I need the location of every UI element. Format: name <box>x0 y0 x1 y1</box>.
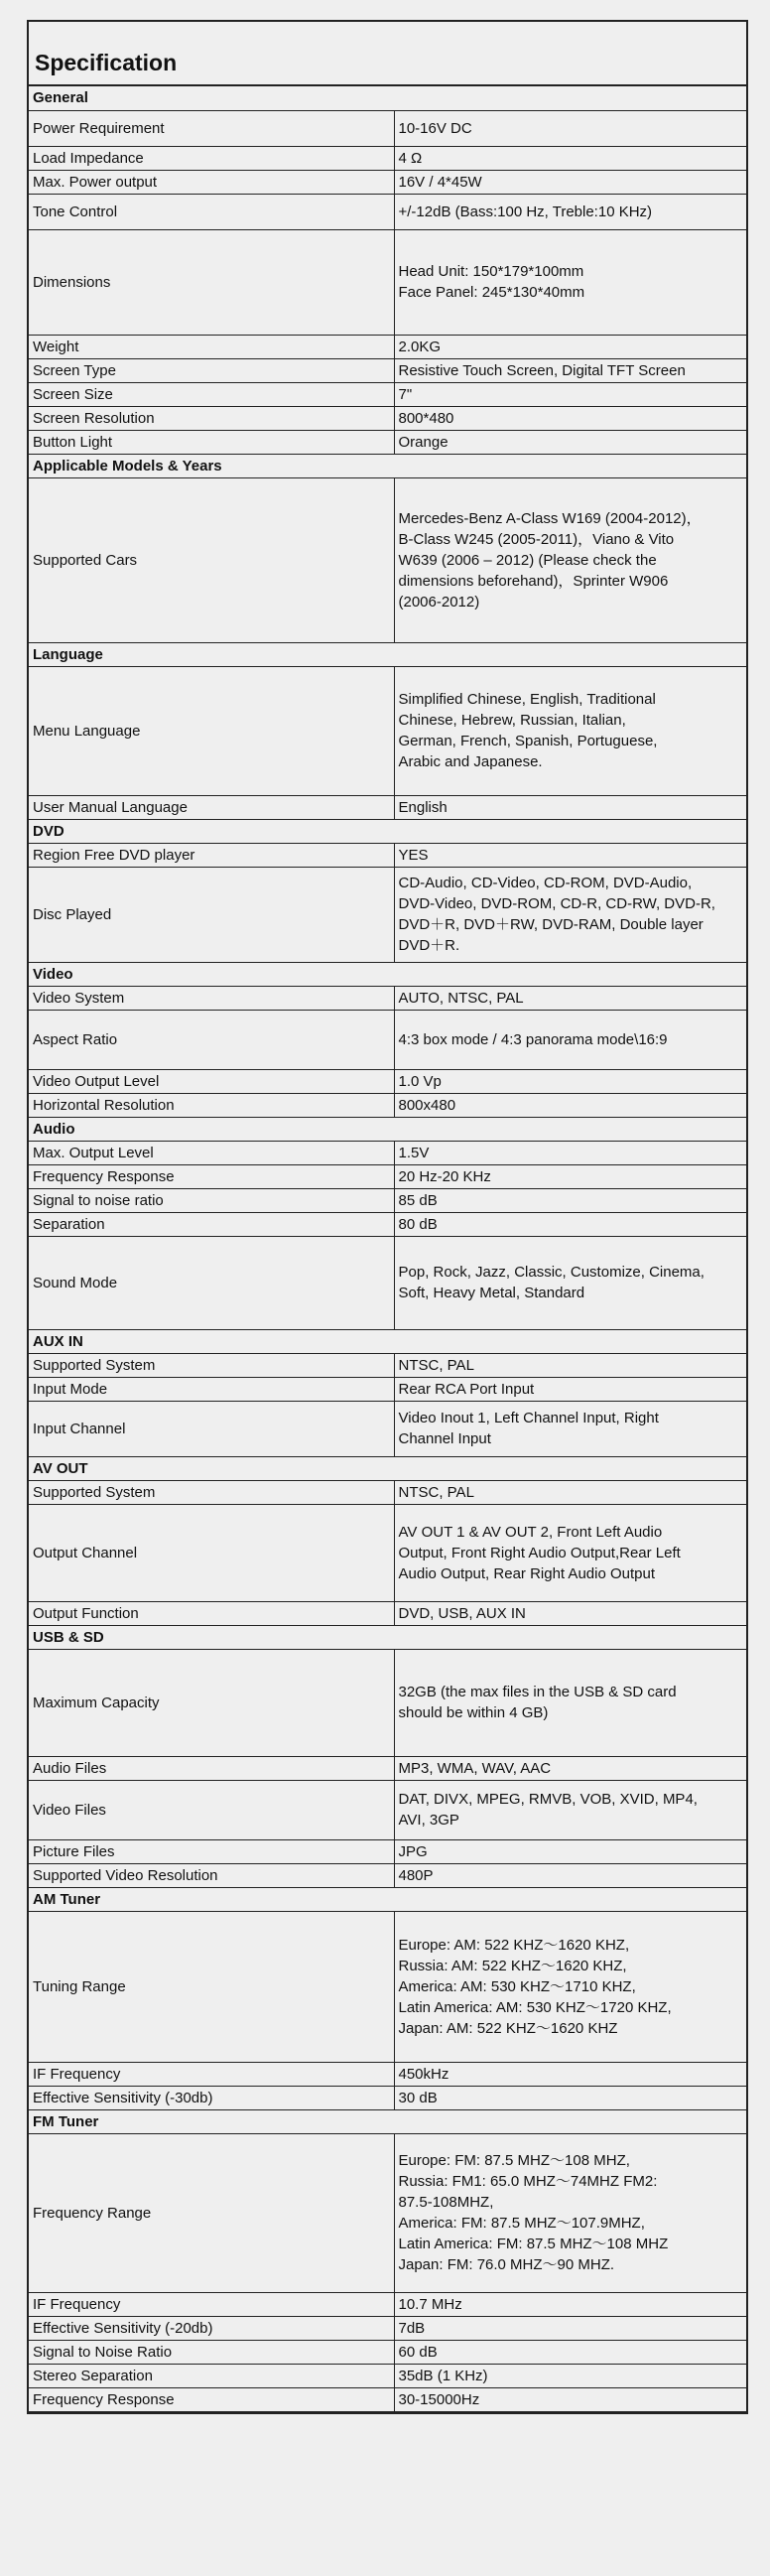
spec-row <box>29 1911 746 2062</box>
spec-row <box>29 1601 746 1625</box>
spec-row <box>29 229 746 335</box>
spec-value: YES <box>394 843 746 867</box>
spec-value: Europe: FM: 87.5 MHZ～108 MHZ, Russia: FM1: 65.0 MHZ～74MHZ FM2: 87.5-108MHZ, America: FM: 87.5 MHZ～107.9MHZ, Latin America: FM: 87.5 MHZ～108 MHZ Japan: FM: 76.0 MHZ～90 MHZ. <box>394 2133 746 2292</box>
spec-label: Horizontal Resolution <box>29 1093 394 1117</box>
spec-value: 35dB (1 KHz) <box>394 2364 746 2387</box>
spec-value: 480P <box>394 1863 746 1887</box>
spec-label: Effective Sensitivity (-30db) <box>29 2086 394 2109</box>
spec-row <box>29 666 746 795</box>
spec-row <box>29 477 746 642</box>
spec-row <box>29 1480 746 1504</box>
spec-value: CD-Audio, CD-Video, CD-ROM, DVD-Audio, DVD-Video, DVD-ROM, CD-R, CD-RW, DVD-R, DVD＋R, DVD＋RW, DVD-RAM, Double layer DVD＋R. <box>394 867 746 962</box>
spec-label: Video Output Level <box>29 1069 394 1093</box>
spec-value: 32GB (the max files in the USB & SD card should be within 4 GB) <box>394 1649 746 1756</box>
spec-value: 7" <box>394 382 746 406</box>
spec-label: Effective Sensitivity (-20db) <box>29 2316 394 2340</box>
section-title: AM Tuner <box>29 1887 746 1911</box>
spec-row <box>29 2062 746 2086</box>
spec-label: Max. Power output <box>29 170 394 194</box>
spec-row <box>29 1649 746 1756</box>
spec-label: Input Channel <box>29 1401 394 1456</box>
spec-label: Separation <box>29 1212 394 1236</box>
spec-label: Load Impedance <box>29 146 394 170</box>
spec-value: MP3, WMA, WAV, AAC <box>394 1756 746 1780</box>
spec-row <box>29 1780 746 1839</box>
spec-value: 4:3 box mode / 4:3 panorama mode\16:9 <box>394 1010 746 1069</box>
spec-value: 800x480 <box>394 1093 746 1117</box>
spec-row <box>29 2086 746 2109</box>
section-title: FM Tuner <box>29 2109 746 2133</box>
spec-row <box>29 1164 746 1188</box>
section-title: USB & SD <box>29 1625 746 1649</box>
spec-value: 4 Ω <box>394 146 746 170</box>
spec-label: Maximum Capacity <box>29 1649 394 1756</box>
spec-row <box>29 1188 746 1212</box>
spec-label: Picture Files <box>29 1839 394 1863</box>
spec-value: Video Inout 1, Left Channel Input, Right Channel Input <box>394 1401 746 1456</box>
spec-label: Supported System <box>29 1353 394 1377</box>
spec-value: Pop, Rock, Jazz, Classic, Customize, Cinema, Soft, Heavy Metal, Standard <box>394 1236 746 1329</box>
spec-row <box>29 194 746 229</box>
spec-label: Button Light <box>29 430 394 454</box>
spec-value: DAT, DIVX, MPEG, RMVB, VOB, XVID, MP4, AVI, 3GP <box>394 1780 746 1839</box>
spec-label: Input Mode <box>29 1377 394 1401</box>
spec-row <box>29 335 746 358</box>
spec-label: Audio Files <box>29 1756 394 1780</box>
title-row <box>29 22 746 86</box>
spec-value: 1.0 Vp <box>394 1069 746 1093</box>
spec-row <box>29 1756 746 1780</box>
spec-label: IF Frequency <box>29 2292 394 2316</box>
spec-label: Region Free DVD player <box>29 843 394 867</box>
spec-label: Frequency Response <box>29 2387 394 2411</box>
spec-value: Rear RCA Port Input <box>394 1377 746 1401</box>
page-title: Specification <box>35 50 178 75</box>
spec-value: AUTO, NTSC, PAL <box>394 986 746 1010</box>
spec-value: 800*480 <box>394 406 746 430</box>
spec-label: Weight <box>29 335 394 358</box>
spec-row <box>29 2387 746 2411</box>
spec-value: 20 Hz-20 KHz <box>394 1164 746 1188</box>
spec-row <box>29 1010 746 1069</box>
spec-grid <box>29 86 746 2412</box>
specification-table <box>27 20 748 2414</box>
spec-label: Sound Mode <box>29 1236 394 1329</box>
spec-value: 10-16V DC <box>394 110 746 146</box>
spec-label: Signal to noise ratio <box>29 1188 394 1212</box>
spec-label: Supported Cars <box>29 477 394 642</box>
spec-label: Frequency Range <box>29 2133 394 2292</box>
spec-value: Head Unit: 150*179*100mm Face Panel: 245*130*40mm <box>394 229 746 335</box>
spec-row <box>29 795 746 819</box>
spec-value: 80 dB <box>394 1212 746 1236</box>
spec-row <box>29 1839 746 1863</box>
section-header-row <box>29 642 746 666</box>
section-title: Audio <box>29 1117 746 1141</box>
spec-row <box>29 382 746 406</box>
spec-label: Menu Language <box>29 666 394 795</box>
section-header-row <box>29 1456 746 1480</box>
section-header-row <box>29 962 746 986</box>
spec-label: Aspect Ratio <box>29 1010 394 1069</box>
section-header-row <box>29 2109 746 2133</box>
spec-value: 450kHz <box>394 2062 746 2086</box>
spec-row <box>29 1353 746 1377</box>
spec-row <box>29 2364 746 2387</box>
spec-value: 60 dB <box>394 2340 746 2364</box>
spec-row <box>29 1212 746 1236</box>
section-title: Applicable Models & Years <box>29 454 746 477</box>
spec-row <box>29 1863 746 1887</box>
spec-value: 10.7 MHz <box>394 2292 746 2316</box>
spec-value: +/-12dB (Bass:100 Hz, Treble:10 KHz) <box>394 194 746 229</box>
spec-label: Frequency Response <box>29 1164 394 1188</box>
spec-label: Power Requirement <box>29 110 394 146</box>
section-header-row <box>29 86 746 110</box>
spec-label: IF Frequency <box>29 2062 394 2086</box>
section-header-row <box>29 1117 746 1141</box>
section-title: AV OUT <box>29 1456 746 1480</box>
spec-row <box>29 406 746 430</box>
spec-value: NTSC, PAL <box>394 1480 746 1504</box>
spec-value: 85 dB <box>394 1188 746 1212</box>
section-title: General <box>29 86 746 110</box>
spec-row <box>29 2316 746 2340</box>
spec-label: Video Files <box>29 1780 394 1839</box>
spec-row <box>29 2292 746 2316</box>
spec-value: Orange <box>394 430 746 454</box>
section-title: Video <box>29 962 746 986</box>
spec-label: Output Function <box>29 1601 394 1625</box>
section-title: Language <box>29 642 746 666</box>
spec-body <box>29 86 746 2411</box>
spec-value: DVD, USB, AUX IN <box>394 1601 746 1625</box>
spec-row <box>29 1141 746 1164</box>
spec-value: 30 dB <box>394 2086 746 2109</box>
spec-label: Stereo Separation <box>29 2364 394 2387</box>
spec-label: Signal to Noise Ratio <box>29 2340 394 2364</box>
section-header-row <box>29 819 746 843</box>
spec-label: Supported System <box>29 1480 394 1504</box>
spec-row <box>29 2340 746 2364</box>
spec-row <box>29 867 746 962</box>
spec-row <box>29 1377 746 1401</box>
spec-value: English <box>394 795 746 819</box>
spec-row <box>29 843 746 867</box>
spec-row <box>29 110 746 146</box>
spec-label: Dimensions <box>29 229 394 335</box>
section-header-row <box>29 454 746 477</box>
spec-value: Simplified Chinese, English, Traditional Chinese, Hebrew, Russian, Italian, German, French, Spanish, Portuguese, Arabic and Japanese. <box>394 666 746 795</box>
spec-row <box>29 1069 746 1093</box>
spec-value: JPG <box>394 1839 746 1863</box>
spec-row <box>29 1504 746 1601</box>
spec-label: Output Channel <box>29 1504 394 1601</box>
spec-row <box>29 1401 746 1456</box>
spec-label: Screen Type <box>29 358 394 382</box>
spec-row <box>29 430 746 454</box>
spec-label: Disc Played <box>29 867 394 962</box>
spec-value: 30-15000Hz <box>394 2387 746 2411</box>
section-header-row <box>29 1625 746 1649</box>
spec-label: Video System <box>29 986 394 1010</box>
section-title: AUX IN <box>29 1329 746 1353</box>
spec-row <box>29 1093 746 1117</box>
section-header-row <box>29 1329 746 1353</box>
spec-value: 1.5V <box>394 1141 746 1164</box>
spec-row <box>29 170 746 194</box>
spec-row <box>29 358 746 382</box>
spec-label: Screen Resolution <box>29 406 394 430</box>
spec-row <box>29 2133 746 2292</box>
spec-value: 2.0KG <box>394 335 746 358</box>
spec-label: User Manual Language <box>29 795 394 819</box>
spec-label: Tone Control <box>29 194 394 229</box>
spec-row <box>29 986 746 1010</box>
spec-value: 7dB <box>394 2316 746 2340</box>
spec-value: NTSC, PAL <box>394 1353 746 1377</box>
section-title: DVD <box>29 819 746 843</box>
spec-label: Screen Size <box>29 382 394 406</box>
spec-label: Supported Video Resolution <box>29 1863 394 1887</box>
spec-value: Mercedes-Benz A-Class W169 (2004-2012)， B-Class W245 (2005-2011)，Viano & Vito W639 (2006 – 2012) (Please check the dimensions beforehand)，Sprinter W906 (2006-2012) <box>394 477 746 642</box>
spec-row <box>29 146 746 170</box>
spec-label: Max. Output Level <box>29 1141 394 1164</box>
section-header-row <box>29 1887 746 1911</box>
spec-value: Europe: AM: 522 KHZ～1620 KHZ, Russia: AM: 522 KHZ～1620 KHZ, America: AM: 530 KHZ～1710 KHZ, Latin America: AM: 530 KHZ～1720 KHZ, Japan: AM: 522 KHZ～1620 KHZ <box>394 1911 746 2062</box>
spec-label: Tuning Range <box>29 1911 394 2062</box>
spec-value: AV OUT 1 & AV OUT 2, Front Left Audio Output, Front Right Audio Output,Rear Left Audio Output, Rear Right Audio Output <box>394 1504 746 1601</box>
spec-row <box>29 1236 746 1329</box>
spec-value: Resistive Touch Screen, Digital TFT Screen <box>394 358 746 382</box>
spec-value: 16V / 4*45W <box>394 170 746 194</box>
